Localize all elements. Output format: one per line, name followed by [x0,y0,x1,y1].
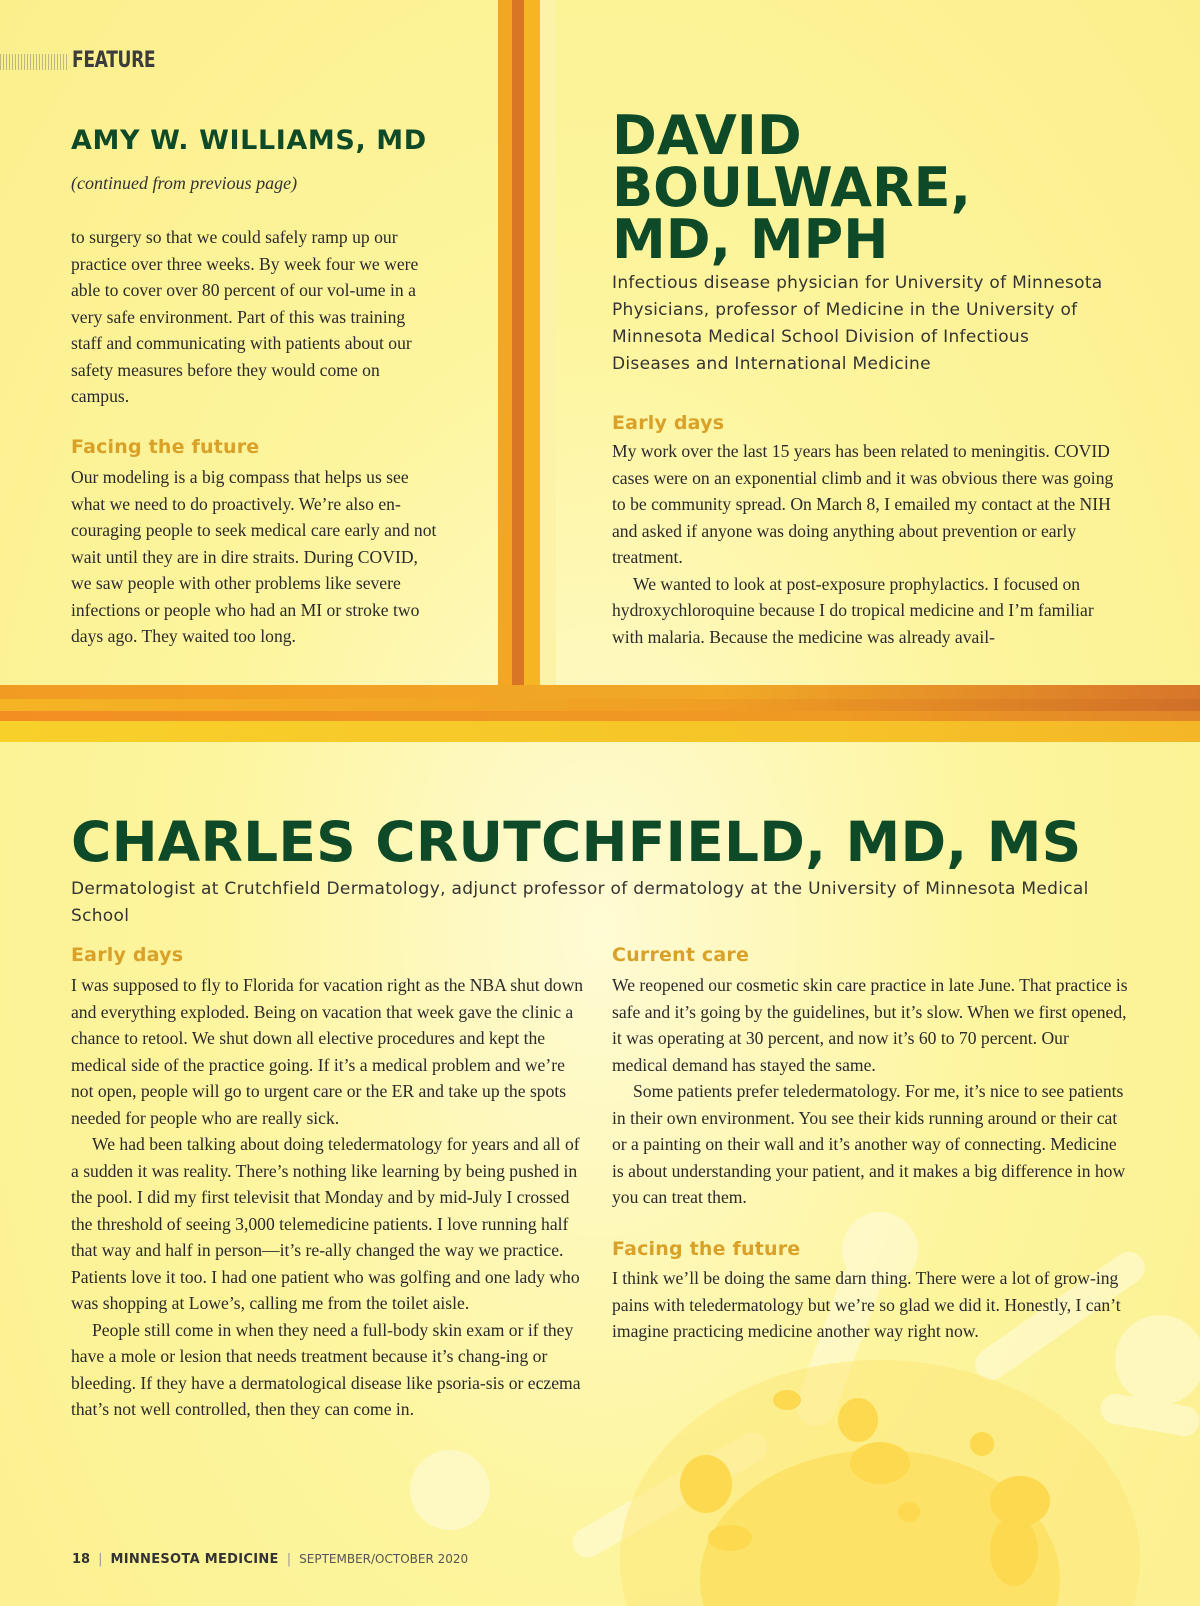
charles-early-heading: Early days [71,944,184,966]
stripe-horizontal [0,711,1200,721]
charles-title: Dermatologist at Crutchfield Dermatology, adjunct professor of dermatology at the University of Minnesota Medical School [71,879,1089,926]
amy-continued-note: (continued from previous page) [71,173,298,193]
magazine-name: MINNESOTA MEDICINE [110,1552,279,1567]
david-early-paragraph-1: My work over the last 15 years has been related to meningitis. COVID cases were on an exponential climb and it was obvious there was going to be community spread. On March 8, I emailed my contact at the NIH and asked if anyone was doing anything about prevention or early treatment. [612,441,1114,567]
virus-spot [898,1502,920,1522]
virus-spot [708,1525,752,1551]
david-name-line-2: BOULWARE, [612,156,972,219]
stripe-vertical [524,0,540,685]
charles-name: CHARLES CRUTCHFIELD, MD, MS [71,810,1082,874]
amy-body-paragraph: to surgery so that we could safely ramp up our practice over three weeks. By week four we were able to cover over 80 percent of our vol-ume in a very safe environment. Part of this was training staff and communicating with patients about our safety measures before they would come on campus. [71,227,419,406]
section-label: FEATURE [72,48,156,73]
stripe-horizontal [0,721,1200,742]
amy-future-body [71,464,439,650]
stripe-horizontal [0,699,1200,711]
charles-current-body [612,972,1128,1211]
virus-spot [838,1398,878,1442]
amy-body [71,224,439,410]
page-footer: 18 | MINNESOTA MEDICINE | SEPTEMBER/OCTOBER 2020 [72,1552,469,1567]
charles-future-paragraph: I think we’ll be doing the same darn thing. There were a lot of grow-ing pains with teledermatology but we’re so glad we did it. Honestly, I can’t imagine practicing medicine another way right now. [612,1268,1121,1341]
stripe-vertical [498,0,512,685]
virus-spot [990,1516,1038,1586]
issue-date: SEPTEMBER/OCTOBER 2020 [299,1552,469,1566]
david-name-line-3: MD, MPH [612,208,889,271]
page-number: 18 [72,1552,91,1567]
virus-spot [970,1432,994,1456]
charles-current-heading: Current care [612,944,750,966]
charles-current-paragraph-1: We reopened our cosmetic skin care practice in late June. That practice is safe and it’s going by the guidelines, but it’s slow. When we first opened, it was operating at 30 percent, and now it’s 60 to 70 percent. Our medical demand has stayed the same. [612,975,1128,1075]
amy-name: AMY W. WILLIAMS, MD [71,125,427,156]
david-name-line-1: DAVID [612,104,802,167]
david-early-body [612,438,1122,650]
david-early-heading: Early days [612,412,725,434]
charles-future-heading: Facing the future [612,1238,801,1260]
amy-future-heading: Facing the future [71,436,260,458]
charles-future-body [612,1265,1128,1345]
amy-future-paragraph: Our modeling is a big compass that helps us see what we need to do proactively. We’re also en-couraging people to seek medical care early and not wait until they are in dire straits. During COVID, we saw people with other problems like severe infections or people who had an MI or stroke two days ago. They waited too long. [71,467,437,646]
charles-early-paragraph-1: I was supposed to fly to Florida for vacation right as the NBA shut down and everything exploded. Being on vacation that week gave the clinic a chance to retool. We shut down all elective procedures and kept the medical side of the practice going. If it’s a medical problem and we’re not open, people will go to urgent care or the ER and take up the spots needed for people who are really sick. [71,975,584,1128]
charles-current-paragraph-2: Some patients prefer teledermatology. For me, it’s nice to see patients in their own environment. You see their kids running around or their cat or a painting on their wall and it’s another way of connecting. Medicine is about understanding your patient, and it makes a big difference in how you can treat them. [612,1081,1126,1207]
david-early-paragraph-2: We wanted to look at post-exposure prophylactics. I focused on hydroxychloroquine because I do tropical medicine and I’m familiar with malaria. Because the medicine was already avail- [612,573,1094,647]
charles-early-body [71,972,587,1423]
virus-spot [680,1455,732,1513]
stripe-vertical [540,0,556,685]
stripe-vertical [512,0,524,685]
david-title: Infectious disease physician for University of Minnesota Physicians, professor of Medicine in the University of Minnesota Medical School Division of Infectious Diseases and International Medicine [612,273,1103,374]
charles-early-paragraph-2: We had been talking about doing teledermatology for years and all of a sudden it was reality. There’s nothing like learning by being pushed in the pool. I did my first televisit that Monday and by mid-July I crossed the threshold of seeing 3,000 telemedicine patients. I love running half that way and half in person—it’s re-ally changed the way we practice. Patients love it too. I had one patient who was golfing and one lady who was shopping at Lowe’s, calling me from the toilet aisle. [71,1134,580,1313]
stripe-horizontal [0,685,1200,699]
charles-early-paragraph-3: People still come in when they need a full-body skin exam or if they have a mole or lesion that needs treatment because it’s chang-ing or bleeding. If they have a dermatological disease like psoria-sis or eczema that’s not well controlled, then they can come in. [71,1319,581,1419]
virus-spot [850,1442,910,1484]
feature-hatch-decoration [0,54,68,70]
virus-spot [773,1390,801,1410]
